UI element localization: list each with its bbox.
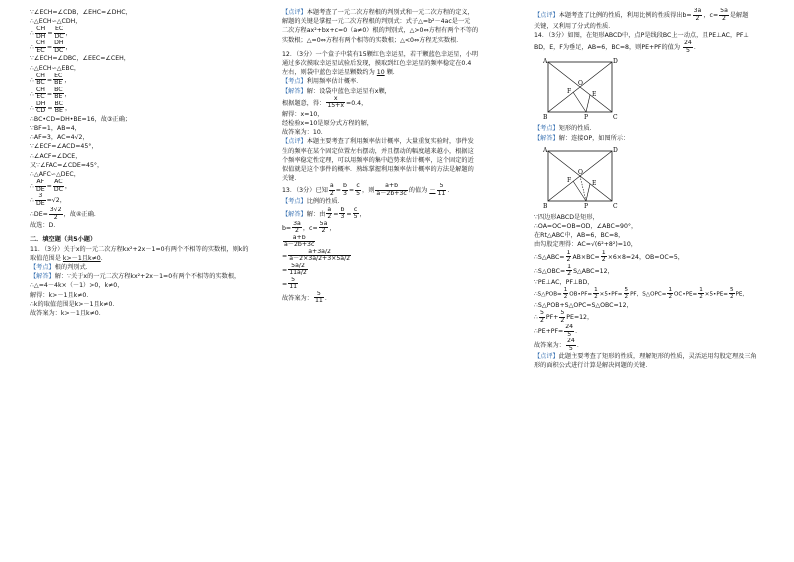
question-12-text: 12．（3分）一个盒子中装有15颗红色幸运星，若干颗蓝色幸运星，小明 <box>282 50 479 58</box>
section-heading: 二．填空题（共5小题） <box>30 236 97 244</box>
label-a: A <box>543 146 548 154</box>
text-line: ∵四边形ABCD是矩形， <box>534 213 599 221</box>
answer-blank <box>682 40 694 54</box>
equation-line: 故答案为： $\frac{24}{5}$ ． <box>534 338 583 352</box>
rectangle-figure-1 <box>540 56 620 122</box>
question-11-text: 11．（3分）关于x的一元二次方程kx²+2x－1=0有两个不相等的实数根，则k的 <box>30 245 249 253</box>
segment-pe <box>586 95 590 112</box>
fraction: $\frac{AC}{DC}$ <box>53 179 63 193</box>
fraction: $\frac{CH}{EC}$ <box>35 40 45 54</box>
fraction: $\frac{5}{11}$ <box>314 290 323 305</box>
equation-line: = $\frac{5a/2}{11a/2}$ <box>282 262 307 277</box>
fraction: $\frac{CH}{EC}$ <box>35 86 45 101</box>
label-c: C <box>613 202 618 210</box>
fraction: $\frac{1}{2}$ <box>566 249 571 264</box>
text-line: 似值就是这个事件的概率．熟练掌握利用频率估计概率的方法是解题的 <box>282 166 474 174</box>
fraction: $\frac{5a}{2}$ <box>319 220 328 235</box>
fraction: $\frac{3√2}{2}$ <box>49 207 62 221</box>
question-14-text: 14．（3分）如图，在矩形ABCD中，点P是线段BC上一动点，且PE⊥AC，PF⊥ <box>534 32 749 40</box>
comment-line: 【点评】本题考查了一元二次方程根的判别式和一元二次方程的定义， <box>282 9 474 16</box>
fraction: $\frac{3}{DE}$ <box>35 193 45 207</box>
solution-line: 【解答】解：∵关于x的一元二次方程kx²+2x－1=0有两个不相等的实数根， <box>30 273 241 281</box>
fraction: $\frac{1}{2}$ <box>668 286 673 301</box>
fraction: $\frac{5}{2}$ <box>539 310 544 324</box>
fraction: $\frac{a+b}{a-2b+3c}$ <box>284 234 315 249</box>
solution-line: 【解答】解：连接OP，如图所示： <box>534 134 630 142</box>
text-line: ∵BF=1，AB=4， <box>30 125 81 133</box>
equation-line: ∴ $\frac{3}{DE}$ =√2， <box>30 193 66 207</box>
fraction: $\frac{BC}{BE}$ <box>54 86 63 101</box>
fraction: $\frac{a}{2}$ <box>327 206 332 221</box>
fraction: $\frac{AF}{DE}$ <box>35 179 45 193</box>
text-line: ∴△ECH∽△EBC， <box>30 64 81 72</box>
fraction: $\frac{1}{2}$ <box>699 286 703 301</box>
equation-line: 故答案为： $\frac{5}{11}$ ． <box>282 290 331 305</box>
fraction: $\frac{a+b}{a-2b+3c}$ <box>376 183 407 197</box>
text-line: ∵∠ECH=∠CDB，∠EHC=∠DHC， <box>30 9 132 16</box>
label-f: F <box>567 88 572 96</box>
column-left <box>30 8 262 318</box>
knowledge-point: 【考点】根的判别式． <box>30 264 92 272</box>
fraction: $\frac{DH}{DC}$ <box>54 40 64 54</box>
fraction: $\frac{1}{2}$ <box>563 286 568 301</box>
label-f: F <box>567 176 572 184</box>
question-11-answer-line: 取值范围是 k>－1且k≠0． <box>30 254 107 262</box>
text-line: ∴S△POB+S△OPC=S△OBC=12， <box>534 301 633 309</box>
question-12-answer-line: 左右，则袋中蓝色幸运星颗数约为 10 颗． <box>282 69 399 77</box>
equation-line: ∴S△OBC= $\frac{1}{2}$ S△ABC=12， <box>534 263 614 278</box>
text-line: ∴∠ACF=∠DCE， <box>30 152 82 160</box>
text-line: ∴△AFC∽△DEC， <box>30 171 80 179</box>
fraction: $\frac{b}{3}$ <box>342 183 347 197</box>
fraction: $\frac{b}{3}$ <box>340 206 345 221</box>
text-line: ∵PE⊥AC，PF⊥BD， <box>534 278 594 286</box>
fraction: $\frac{CH}{BC}$ <box>35 72 45 87</box>
text-line: 关键，又利用了分式的性质． <box>534 23 615 30</box>
label-c: C <box>613 114 618 122</box>
fraction: $\frac{EC}{BE}$ <box>54 72 63 87</box>
comment-line: 【点评】本题考查了比例的性质，利用比例的性质得出b= $\frac{3a}{2}$ ，c= $\frac{5a}{2}$ 是解题 <box>534 8 749 22</box>
label-b: B <box>543 114 548 122</box>
question-14-answer-line: BD，E，F为垂足，AB=6，BC=8，则PE+PF的值为 $\frac{24}{5}$ ． <box>534 40 701 54</box>
text-line: 二次方程ax²+bx+c=0（a≠0）根的判别式，△>0⇔方程有两个不等的 <box>282 27 479 35</box>
fraction: $\frac{BC}{BE}$ <box>54 100 64 115</box>
segment-pf <box>573 181 586 201</box>
fraction: $\frac{1}{2}$ <box>601 249 606 264</box>
fraction: $\frac{3a}{2}$ <box>293 220 301 235</box>
text-line: 实数根；△=0⇔方程有两个相等的实数根；△<0⇔方程无实数根． <box>282 36 463 44</box>
label-e: E <box>592 179 597 187</box>
fraction: $\frac{CH}{DH}$ <box>35 26 46 40</box>
column-right <box>534 8 778 370</box>
knowledge-point: 【考点】利用频率估计概率． <box>282 78 363 86</box>
label-a: A <box>543 58 548 66</box>
text-line: 故答案为：10． <box>282 129 327 137</box>
label-p: P <box>584 202 589 210</box>
text-line: 解得：x=10， <box>282 110 324 118</box>
equation-line: ∴S△ABC= $\frac{1}{2}$ AB×BC= $\frac{1}{2}$ ×6×8=24，OB=OC=5， <box>534 249 684 264</box>
answer-blank: － $\frac{5}{11}$ <box>429 183 446 197</box>
label-b: B <box>543 202 548 210</box>
text-line: 解得：k>－1且k≠0． <box>30 291 93 299</box>
equation-line: 根据题意，得： $\frac{x}{15+x}$ =0.4， <box>282 95 368 110</box>
answer-blank: 10 <box>376 69 385 77</box>
label-o: O <box>578 80 583 88</box>
equation-line: ∴PE+PF= $\frac{24}{5}$ ． <box>534 324 582 338</box>
question-13-text: 13．（3分）已知 $\frac{a}{2}$ = $\frac{b}{3}$ = $\frac{c}{5}$ ，则 $\frac{a+b}{a-2b+3c}$ 的值为 － $\frac{5}{11}$ ． <box>282 183 454 197</box>
text-line: ∴k的取值范围是k>－1且k≠0． <box>30 300 119 308</box>
text-line: 在Rt△ABC中，AB=6，BC=8， <box>534 232 625 240</box>
equation-line: b= $\frac{3a}{2}$ ，c= $\frac{5a}{2}$ ， <box>282 220 336 235</box>
solution-line: 【解答】解：设袋中蓝色幸运星有x颗， <box>282 87 391 95</box>
comment-line: 【点评】本题主要考查了利用频率估计概率，大量重复实验时，事件发 <box>282 138 474 146</box>
answer-blank: k>－1且k≠0 <box>62 254 101 262</box>
fraction: $\frac{a}{2}$ <box>329 183 334 197</box>
text-line: 个频率稳定性定理，可以用频率的集中趋势来估计概率，这个固定的近 <box>282 156 474 164</box>
equation-line: ∴S△POB= $\frac{1}{2}$ OB•PF= $\frac{1}{2}$ ×5•PF= $\frac{5}{2}$ PF，S△OPC= $\frac{1}{2}$ OC•PE= $\frac{1}{2}$ ×5•PE= $\frac{5}{2}$ PE， <box>534 286 749 301</box>
equation-line: ∴ $\frac{CH}{EC}$ = $\frac{BC}{BE}$ ， <box>30 86 71 101</box>
fraction: $\frac{5a/2}{11a/2}$ <box>289 262 307 277</box>
fraction: $\frac{5}{2}$ <box>560 310 565 324</box>
knowledge-point: 【考点】比例的性质． <box>282 198 344 206</box>
fraction: $\frac{3a}{2}$ <box>693 8 702 22</box>
text-line: ∴BC•CD=DH•BE=16，故③正确； <box>30 115 132 123</box>
label-e: E <box>592 91 597 99</box>
label-d: D <box>613 58 618 66</box>
text-line: ∵∠ECH=∠DBC，∠EEC=∠CEH， <box>30 55 130 63</box>
fraction: $\frac{5a}{2}$ <box>720 8 728 22</box>
text-line: 生的频率在某个固定位置左右摆动，并且摆动的幅度越来越小，根据这 <box>282 147 474 155</box>
text-line: 形的面积公式进行计算是解决问题的关键． <box>534 362 652 370</box>
fraction: $\frac{c}{5}$ <box>353 206 358 221</box>
fraction: $\frac{24}{5}$ <box>566 338 575 352</box>
fraction: $\frac{DH}{CD}$ <box>35 100 46 115</box>
fraction: $\frac{1}{2}$ <box>567 263 572 278</box>
fraction: $\frac{5}{2}$ <box>624 286 629 301</box>
equation-line: = $\frac{a+3a/2}{a-2\times 3a/2+3\times 5a/2}$ <box>282 248 351 263</box>
fraction: $\frac{1}{2}$ <box>594 286 598 301</box>
text-line: 故答案为：k>－1且k≠0． <box>30 310 105 318</box>
fraction: $\frac{24}{5}$ <box>684 40 692 54</box>
fraction: $\frac{x}{15+x}$ <box>327 95 345 110</box>
comment-line: 【点评】此题主要考查了矩形的性质，理解矩形的性质，灵活运用勾股定理及三角 <box>534 353 757 361</box>
text-line: 关键． <box>282 175 301 183</box>
segment-pf <box>573 92 586 112</box>
fraction: $\frac{a+3a/2}{a-2\times 3a/2+3\times 5a/2}$ <box>289 248 351 263</box>
equation-line: ∴ $\frac{5}{2}$ PF+ $\frac{5}{2}$ PE=12， <box>534 310 594 324</box>
equation-line: ∴ $\frac{CH}{DH}$ = $\frac{EC}{DC}$ ， <box>30 26 72 40</box>
text-line: 经检验x=10是原分式方程的解， <box>282 120 373 128</box>
fraction: $\frac{5}{11}$ <box>437 183 446 197</box>
text-line: 通过多次摸取幸运星试验后发现，摸取到红色幸运星的频率稳定在0.4 <box>282 60 472 68</box>
text-line: ∴OA=OC=OB=OD，∠ABC=90°， <box>534 223 638 231</box>
label-d: D <box>613 146 618 154</box>
text-line: 故选：D． <box>30 222 60 230</box>
equation-line: ∴ $\frac{DH}{CD}$ = $\frac{BC}{BE}$ ， <box>30 100 72 115</box>
text-line: 由勾股定理得：AC=√(6²+8²)=10， <box>534 241 637 249</box>
fraction: $\frac{c}{5}$ <box>356 183 361 197</box>
equation-line: ∴ $\frac{CH}{EC}$ = $\frac{DH}{DC}$ ， <box>30 40 72 54</box>
column-middle <box>282 8 522 305</box>
fraction: $\frac{5}{11}$ <box>289 276 298 291</box>
fraction: $\frac{5}{2}$ <box>729 286 734 301</box>
label-p: P <box>584 114 589 122</box>
label-o: O <box>578 168 583 176</box>
fraction: $\frac{EC}{DC}$ <box>54 26 64 40</box>
equation-line <box>282 235 522 249</box>
text-line: ∴AF=3，AC=4√2， <box>30 134 89 142</box>
segment-pe <box>586 184 590 201</box>
equation-line: = $\frac{5}{11}$ <box>282 276 298 291</box>
equation-line: ∴ $\frac{AF}{DE}$ = $\frac{AC}{DC}$ ， <box>30 179 72 193</box>
text-line: ∴△=4－4k×（－1）>0，k≠0， <box>30 282 124 290</box>
equation-line: ∴ $\frac{CH}{BC}$ = $\frac{EC}{BE}$ ， <box>30 72 71 87</box>
text-line: ∴△ECH∽△CDH， <box>30 18 82 26</box>
text-line: 解题的关键是掌握一元二次方程根的判别式：式子△=b²－4ac是一元 <box>282 18 471 26</box>
solution-line: 【解答】解：由 $\frac{a}{2}$ = $\frac{b}{3}$ = $\frac{c}{5}$ ， <box>282 206 366 221</box>
fraction: $\frac{24}{5}$ <box>565 324 574 338</box>
text-line: 又∵∠FAC=∠CDE=45°， <box>30 161 104 169</box>
rectangle-figure-2 <box>540 145 620 211</box>
knowledge-point: 【考点】矩形的性质． <box>534 125 596 133</box>
text-line: ∵∠ECF=∠ACD=45°， <box>30 143 98 151</box>
equation-line: ∴DE= $\frac{3√2}{2}$ ，故④正确． <box>30 207 101 221</box>
